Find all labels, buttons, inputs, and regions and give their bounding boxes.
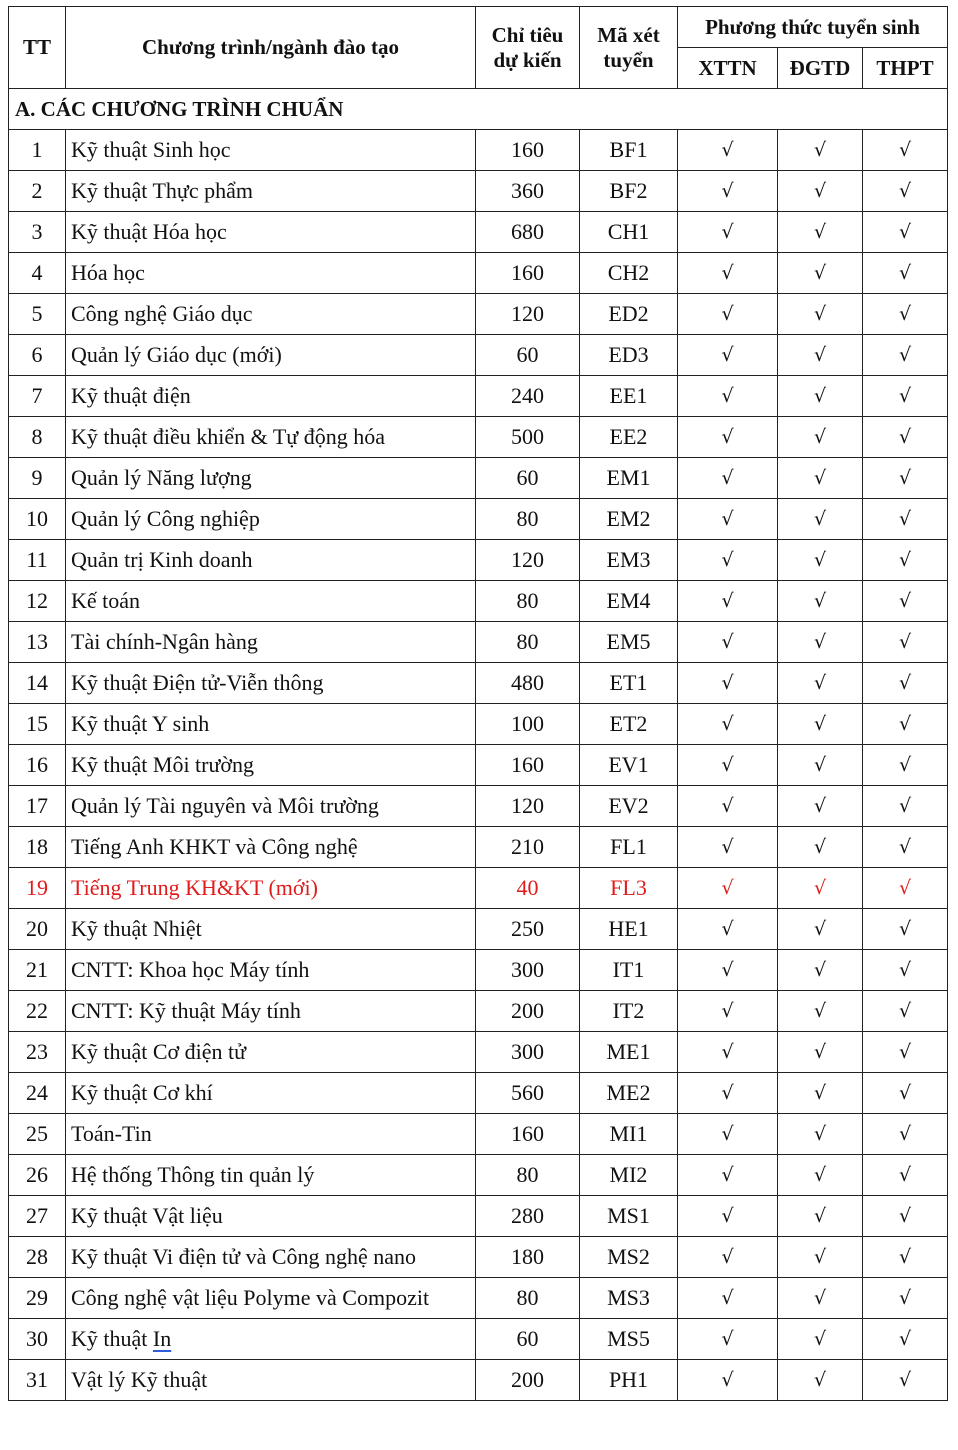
table-row [9,1155,948,1196]
check-mark-thpt: √ [863,335,948,376]
admission-code: FL1 [580,827,678,868]
table-row [9,1360,948,1401]
row-number: 24 [9,1073,66,1114]
table-row [9,663,948,704]
admission-code: MS1 [580,1196,678,1237]
check-mark-thpt: √ [863,745,948,786]
check-mark-dgtd: √ [778,1360,863,1401]
check-mark-xttn: √ [678,171,778,212]
program-name-underlined: In [152,1326,172,1351]
program-name: Toán-Tin [66,1114,476,1155]
check-mark-thpt: √ [863,1114,948,1155]
check-mark-dgtd: √ [778,909,863,950]
row-number: 16 [9,745,66,786]
header-methods: Phương thức tuyển sinh [678,7,948,48]
check-mark-thpt: √ [863,1073,948,1114]
table-row [9,1114,948,1155]
check-mark-thpt: √ [863,376,948,417]
admission-code: ME1 [580,1032,678,1073]
check-mark-xttn: √ [678,581,778,622]
check-mark-thpt: √ [863,1237,948,1278]
check-mark-dgtd: √ [778,335,863,376]
row-number: 19 [9,868,66,909]
check-mark-thpt: √ [863,827,948,868]
admission-code: EE2 [580,417,678,458]
program-name: Kỹ thuật Hóa học [66,212,476,253]
check-mark-thpt: √ [863,458,948,499]
check-mark-thpt: √ [863,622,948,663]
quota-value: 80 [476,1278,580,1319]
quota-value: 500 [476,417,580,458]
header-code-line2: tuyển [603,47,654,72]
table-row [9,1319,948,1360]
check-mark-thpt: √ [863,1155,948,1196]
table-row [9,786,948,827]
admission-code: EM2 [580,499,678,540]
quota-value: 360 [476,171,580,212]
check-mark-thpt: √ [863,212,948,253]
quota-value: 80 [476,1155,580,1196]
row-number: 7 [9,376,66,417]
table-row [9,1073,948,1114]
quota-value: 560 [476,1073,580,1114]
quota-value: 120 [476,540,580,581]
table-row [9,376,948,417]
quota-value: 480 [476,663,580,704]
header-tt: TT [9,7,66,89]
check-mark-xttn: √ [678,1319,778,1360]
program-name: Kỹ thuật Nhiệt [66,909,476,950]
admission-code: EM1 [580,458,678,499]
row-number: 8 [9,417,66,458]
admission-code: ED2 [580,294,678,335]
row-number: 23 [9,1032,66,1073]
quota-value: 100 [476,704,580,745]
header-xttn: XTTN [678,48,778,89]
quota-value: 160 [476,745,580,786]
check-mark-dgtd: √ [778,171,863,212]
check-mark-dgtd: √ [778,1032,863,1073]
check-mark-xttn: √ [678,1114,778,1155]
quota-value: 300 [476,1032,580,1073]
admission-code: ED3 [580,335,678,376]
check-mark-dgtd: √ [778,458,863,499]
check-mark-thpt: √ [863,909,948,950]
admission-code: EE1 [580,376,678,417]
check-mark-dgtd: √ [778,745,863,786]
admission-code: EM4 [580,581,678,622]
header-program: Chương trình/ngành đào tạo [66,7,476,89]
row-number: 1 [9,130,66,171]
table-row [9,335,948,376]
check-mark-thpt: √ [863,499,948,540]
quota-value: 120 [476,786,580,827]
row-number: 14 [9,663,66,704]
table-row [9,540,948,581]
program-name: Quản lý Năng lượng [66,458,476,499]
table-row [9,622,948,663]
check-mark-thpt: √ [863,1360,948,1401]
program-name-text: Kỹ thuật [71,1326,153,1351]
check-mark-xttn: √ [678,1073,778,1114]
table-row [9,704,948,745]
admission-code: BF1 [580,130,678,171]
check-mark-xttn: √ [678,868,778,909]
check-mark-xttn: √ [678,253,778,294]
row-number: 18 [9,827,66,868]
program-name: Quản trị Kinh doanh [66,540,476,581]
row-number: 2 [9,171,66,212]
check-mark-thpt: √ [863,786,948,827]
program-name: CNTT: Kỹ thuật Máy tính [66,991,476,1032]
check-mark-thpt: √ [863,1278,948,1319]
check-mark-dgtd: √ [778,540,863,581]
program-name: Kỹ thuật Môi trường [66,745,476,786]
check-mark-thpt: √ [863,950,948,991]
program-name: Kỹ thuật Vật liệu [66,1196,476,1237]
program-name: Tiếng Trung KH&KT (mới) [66,868,476,909]
program-name: Kỹ thuật Vi điện tử và Công nghệ nano [66,1237,476,1278]
quota-value: 240 [476,376,580,417]
check-mark-xttn: √ [678,663,778,704]
check-mark-dgtd: √ [778,212,863,253]
table-row [9,130,948,171]
row-number: 28 [9,1237,66,1278]
program-name: Hệ thống Thông tin quản lý [66,1155,476,1196]
row-number: 9 [9,458,66,499]
program-name: Kỹ thuật Cơ điện tử [66,1032,476,1073]
program-name: Vật lý Kỹ thuật [66,1360,476,1401]
admission-code: MI2 [580,1155,678,1196]
table-row [9,458,948,499]
check-mark-thpt: √ [863,581,948,622]
table-row [9,827,948,868]
row-number: 11 [9,540,66,581]
row-number: 31 [9,1360,66,1401]
check-mark-xttn: √ [678,991,778,1032]
admission-code: MS2 [580,1237,678,1278]
quota-value: 80 [476,499,580,540]
admission-code: BF2 [580,171,678,212]
table-row [9,581,948,622]
check-mark-thpt: √ [863,868,948,909]
check-mark-xttn: √ [678,1196,778,1237]
row-number: 20 [9,909,66,950]
check-mark-dgtd: √ [778,499,863,540]
check-mark-xttn: √ [678,294,778,335]
check-mark-dgtd: √ [778,581,863,622]
check-mark-dgtd: √ [778,663,863,704]
table-row [9,909,948,950]
admission-code: IT2 [580,991,678,1032]
header-row [9,7,948,48]
program-name: Kỹ thuật Điện tử-Viễn thông [66,663,476,704]
header-quota [476,7,580,89]
table-row [9,294,948,335]
program-name: Quản lý Tài nguyên và Môi trường [66,786,476,827]
check-mark-dgtd: √ [778,1278,863,1319]
check-mark-xttn: √ [678,376,778,417]
table-row [9,1032,948,1073]
program-name: Kỹ thuật Thực phẩm [66,171,476,212]
check-mark-xttn: √ [678,1032,778,1073]
check-mark-dgtd: √ [778,950,863,991]
quota-value: 200 [476,1360,580,1401]
quota-value: 120 [476,294,580,335]
check-mark-xttn: √ [678,622,778,663]
check-mark-thpt: √ [863,540,948,581]
quota-value: 60 [476,335,580,376]
row-number: 22 [9,991,66,1032]
check-mark-xttn: √ [678,417,778,458]
admission-code: ME2 [580,1073,678,1114]
admission-code: IT1 [580,950,678,991]
check-mark-thpt: √ [863,704,948,745]
check-mark-dgtd: √ [778,1237,863,1278]
check-mark-thpt: √ [863,663,948,704]
header-quota-line1: Chỉ tiêu [491,22,564,47]
admission-code: ET1 [580,663,678,704]
row-number: 29 [9,1278,66,1319]
admissions-table [8,6,948,1401]
table-row [9,1237,948,1278]
check-mark-thpt: √ [863,417,948,458]
check-mark-xttn: √ [678,704,778,745]
check-mark-thpt: √ [863,1319,948,1360]
check-mark-xttn: √ [678,335,778,376]
admission-code: PH1 [580,1360,678,1401]
row-number: 5 [9,294,66,335]
admission-code: EV2 [580,786,678,827]
program-name [66,1319,476,1360]
check-mark-dgtd: √ [778,294,863,335]
table-row [9,868,948,909]
check-mark-xttn: √ [678,1278,778,1319]
check-mark-xttn: √ [678,212,778,253]
row-number: 26 [9,1155,66,1196]
header-quota-line2: dự kiến [493,47,562,72]
section-row [9,89,948,130]
admission-code: EM3 [580,540,678,581]
check-mark-xttn: √ [678,827,778,868]
program-name: Hóa học [66,253,476,294]
quota-value: 250 [476,909,580,950]
check-mark-dgtd: √ [778,253,863,294]
admission-code: MS3 [580,1278,678,1319]
table-row [9,417,948,458]
check-mark-thpt: √ [863,1196,948,1237]
quota-value: 300 [476,950,580,991]
admission-code: EM5 [580,622,678,663]
quota-value: 280 [476,1196,580,1237]
table-row [9,950,948,991]
table-row [9,171,948,212]
header-thpt: THPT [863,48,948,89]
row-number: 17 [9,786,66,827]
program-name: Kỹ thuật điện [66,376,476,417]
program-name: Công nghệ vật liệu Polyme và Compozit [66,1278,476,1319]
program-name: Kế toán [66,581,476,622]
check-mark-xttn: √ [678,1360,778,1401]
admission-code: CH2 [580,253,678,294]
quota-value: 200 [476,991,580,1032]
quota-value: 60 [476,1319,580,1360]
check-mark-xttn: √ [678,909,778,950]
quota-value: 80 [476,581,580,622]
admission-code: EV1 [580,745,678,786]
row-number: 30 [9,1319,66,1360]
program-name: Quản lý Công nghiệp [66,499,476,540]
check-mark-xttn: √ [678,745,778,786]
program-name: Tiếng Anh KHKT và Công nghệ [66,827,476,868]
program-name: Kỹ thuật điều khiển & Tự động hóa [66,417,476,458]
row-number: 6 [9,335,66,376]
check-mark-thpt: √ [863,130,948,171]
table-row [9,1196,948,1237]
program-name: Kỹ thuật Cơ khí [66,1073,476,1114]
row-number: 27 [9,1196,66,1237]
quota-value: 210 [476,827,580,868]
check-mark-thpt: √ [863,171,948,212]
row-number: 4 [9,253,66,294]
quota-value: 160 [476,253,580,294]
check-mark-dgtd: √ [778,786,863,827]
check-mark-xttn: √ [678,950,778,991]
program-name: Quản lý Giáo dục (mới) [66,335,476,376]
check-mark-xttn: √ [678,786,778,827]
row-number: 21 [9,950,66,991]
row-number: 10 [9,499,66,540]
check-mark-dgtd: √ [778,704,863,745]
row-number: 12 [9,581,66,622]
check-mark-xttn: √ [678,499,778,540]
check-mark-dgtd: √ [778,991,863,1032]
table-row [9,499,948,540]
admission-code: FL3 [580,868,678,909]
quota-value: 160 [476,130,580,171]
check-mark-dgtd: √ [778,1155,863,1196]
quota-value: 180 [476,1237,580,1278]
check-mark-dgtd: √ [778,1073,863,1114]
check-mark-thpt: √ [863,1032,948,1073]
check-mark-dgtd: √ [778,868,863,909]
check-mark-thpt: √ [863,294,948,335]
program-name: Tài chính-Ngân hàng [66,622,476,663]
table-row [9,253,948,294]
check-mark-dgtd: √ [778,1196,863,1237]
check-mark-xttn: √ [678,1155,778,1196]
quota-value: 80 [476,622,580,663]
admission-code: CH1 [580,212,678,253]
admission-code: ET2 [580,704,678,745]
table-row [9,745,948,786]
row-number: 3 [9,212,66,253]
check-mark-xttn: √ [678,540,778,581]
check-mark-thpt: √ [863,253,948,294]
table-row [9,1278,948,1319]
header-code-line1: Mã xét [597,22,660,47]
section-title: A. CÁC CHƯƠNG TRÌNH CHUẨN [9,89,948,130]
check-mark-dgtd: √ [778,376,863,417]
quota-value: 40 [476,868,580,909]
quota-value: 160 [476,1114,580,1155]
check-mark-xttn: √ [678,1237,778,1278]
check-mark-dgtd: √ [778,130,863,171]
row-number: 15 [9,704,66,745]
row-number: 13 [9,622,66,663]
quota-value: 60 [476,458,580,499]
check-mark-dgtd: √ [778,622,863,663]
program-name: Kỹ thuật Y sinh [66,704,476,745]
admission-code: MI1 [580,1114,678,1155]
admission-code: HE1 [580,909,678,950]
check-mark-xttn: √ [678,458,778,499]
table-row [9,991,948,1032]
program-name: Kỹ thuật Sinh học [66,130,476,171]
header-dgtd: ĐGTD [778,48,863,89]
check-mark-dgtd: √ [778,1319,863,1360]
admission-code: MS5 [580,1319,678,1360]
check-mark-dgtd: √ [778,827,863,868]
table-row [9,212,948,253]
check-mark-xttn: √ [678,130,778,171]
quota-value: 680 [476,212,580,253]
program-name: Công nghệ Giáo dục [66,294,476,335]
row-number: 25 [9,1114,66,1155]
program-name: CNTT: Khoa học Máy tính [66,950,476,991]
check-mark-thpt: √ [863,991,948,1032]
check-mark-dgtd: √ [778,1114,863,1155]
header-code [580,7,678,89]
check-mark-dgtd: √ [778,417,863,458]
